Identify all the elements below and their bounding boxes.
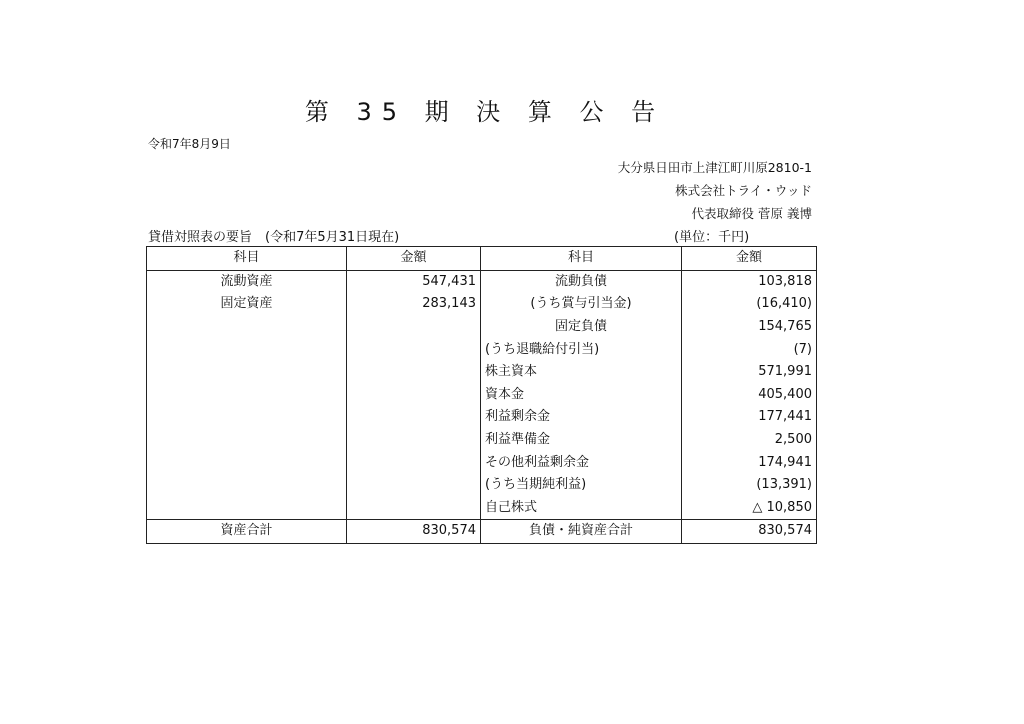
table-row xyxy=(147,429,817,452)
table-row xyxy=(147,406,817,429)
asset-label: 固定資産 xyxy=(147,293,347,316)
liability-label: 流動負債 xyxy=(481,270,682,293)
liability-label: その他利益剰余金 xyxy=(481,451,682,474)
total-assets-value: 830,574 xyxy=(347,520,481,544)
empty-cell xyxy=(347,429,481,452)
empty-cell xyxy=(147,384,347,407)
empty-cell xyxy=(347,361,481,384)
table-row xyxy=(147,361,817,384)
empty-cell xyxy=(347,406,481,429)
table-row xyxy=(147,338,817,361)
liability-label: (うち退職給付引当) xyxy=(481,338,682,361)
empty-cell xyxy=(147,406,347,429)
asset-value: 547,431 xyxy=(347,270,481,293)
empty-cell xyxy=(147,361,347,384)
liability-label: 株主資本 xyxy=(481,361,682,384)
total-liabilities-value: 830,574 xyxy=(682,520,817,544)
liability-value: 103,818 xyxy=(682,270,817,293)
empty-cell xyxy=(147,338,347,361)
company-name: 株式会社トライ・ウッド xyxy=(675,183,812,198)
liability-label: 自己株式 xyxy=(481,497,682,520)
empty-cell xyxy=(147,497,347,520)
liability-value: (7) xyxy=(682,338,817,361)
unit-label: (単位：千円) xyxy=(674,230,750,245)
empty-cell xyxy=(347,474,481,497)
table-row xyxy=(147,316,817,339)
liability-value: △ 10,850 xyxy=(682,497,817,520)
empty-cell xyxy=(147,474,347,497)
liability-value: (13,391) xyxy=(682,474,817,497)
liability-label: 資本金 xyxy=(481,384,682,407)
liability-label: 固定負債 xyxy=(481,316,682,339)
balance-sheet-subtitle: 貸借対照表の要旨 (令和7年5月31日現在) xyxy=(148,230,400,245)
liability-value: 405,400 xyxy=(682,384,817,407)
liability-label: 利益準備金 xyxy=(481,429,682,452)
liability-label: 利益剰余金 xyxy=(481,406,682,429)
liability-label: (うち当期純利益) xyxy=(481,474,682,497)
empty-cell xyxy=(147,316,347,339)
total-assets-label: 資産合計 xyxy=(147,520,347,544)
table-header-row xyxy=(147,247,817,271)
asset-value: 283,143 xyxy=(347,293,481,316)
empty-cell xyxy=(147,451,347,474)
liability-label: (うち賞与引当金) xyxy=(481,293,682,316)
liability-value: 154,765 xyxy=(682,316,817,339)
header-assets-amount: 金額 xyxy=(347,247,481,271)
asset-label: 流動資産 xyxy=(147,270,347,293)
table-row xyxy=(147,384,817,407)
table-row xyxy=(147,474,817,497)
table-row xyxy=(147,293,817,316)
liability-value: 174,941 xyxy=(682,451,817,474)
empty-cell xyxy=(347,451,481,474)
header-liabilities-amount: 金額 xyxy=(682,247,817,271)
notice-title: 第 35 期 決 算 公 告 xyxy=(304,98,666,126)
liability-value: 571,991 xyxy=(682,361,817,384)
table-row xyxy=(147,497,817,520)
notice-date: 令和7年8月9日 xyxy=(148,137,231,151)
header-assets-item: 科目 xyxy=(147,247,347,271)
balance-sheet-table xyxy=(146,246,817,544)
liability-value: 2,500 xyxy=(682,429,817,452)
liability-value: (16,410) xyxy=(682,293,817,316)
empty-cell xyxy=(347,497,481,520)
liability-value: 177,441 xyxy=(682,406,817,429)
empty-cell xyxy=(147,429,347,452)
company-address: 大分県日田市上津江町川原2810-1 xyxy=(617,160,812,175)
header-liabilities-item: 科目 xyxy=(481,247,682,271)
total-liabilities-label: 負債・純資産合計 xyxy=(481,520,682,544)
company-representative: 代表取締役 菅原 義博 xyxy=(691,206,812,221)
table-row xyxy=(147,451,817,474)
table-row xyxy=(147,270,817,293)
empty-cell xyxy=(347,338,481,361)
empty-cell xyxy=(347,384,481,407)
table-total-row xyxy=(147,520,817,544)
empty-cell xyxy=(347,316,481,339)
